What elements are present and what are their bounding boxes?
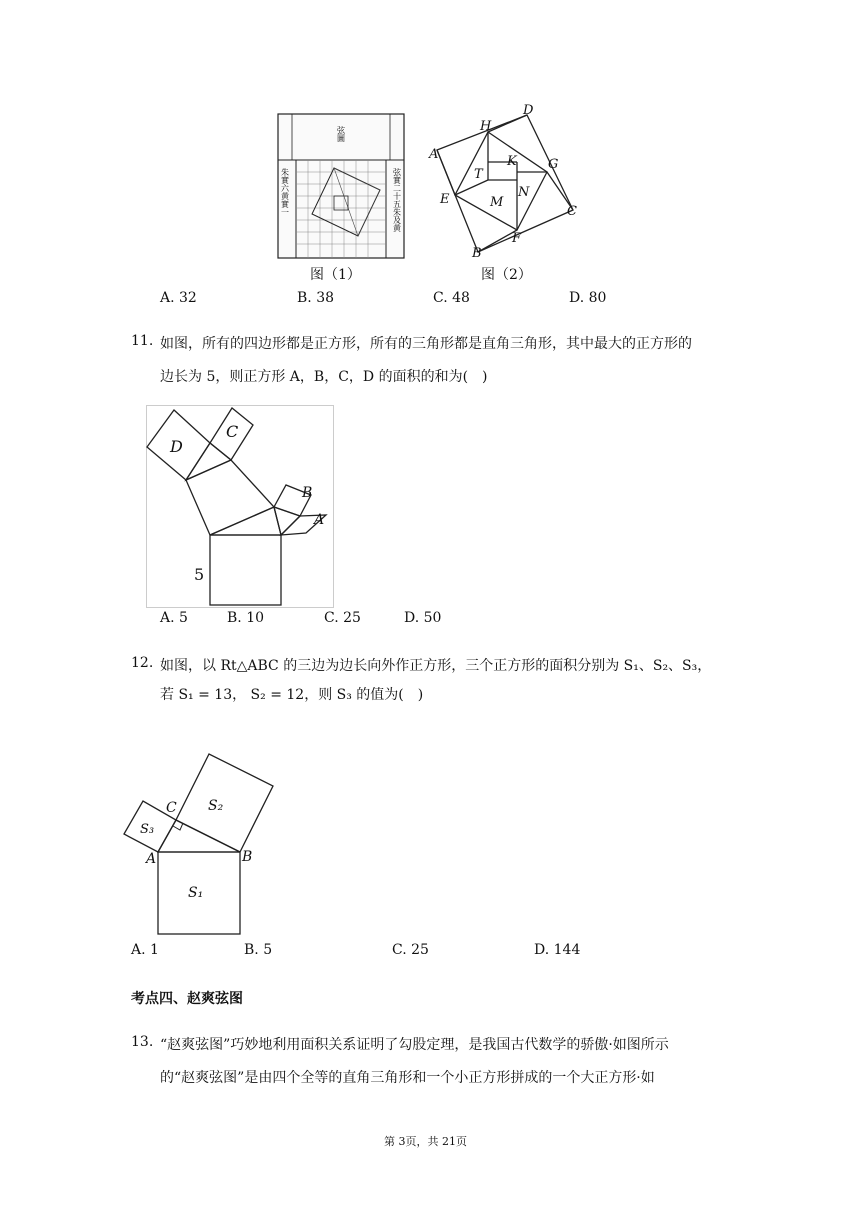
- area-S2-label: S₂: [208, 798, 224, 814]
- q12-right-triangle-squares-figure: [118, 752, 283, 940]
- q10-option-a[interactable]: A. 32: [160, 290, 197, 306]
- q11-option-c[interactable]: C. 25: [324, 610, 361, 626]
- area-S3-label: S₃: [140, 822, 155, 837]
- vertex-C-label: C: [166, 800, 177, 816]
- zhao-shuang-scroll-figure: [276, 112, 406, 260]
- q11-option-b[interactable]: B. 10: [227, 610, 265, 626]
- label-C: C: [567, 204, 577, 219]
- label-H: H: [480, 119, 492, 134]
- square-A-label: A: [314, 512, 325, 528]
- figure-1-caption: 图（1）: [310, 267, 361, 283]
- q10-option-d[interactable]: D. 80: [569, 290, 607, 306]
- scroll-right-text: 弦實二十五朱及黄: [392, 168, 402, 232]
- q11-pythagoras-tree-figure: [146, 405, 336, 610]
- string-diagram-figure: [420, 100, 590, 265]
- q12-text-line1: 如图，以 Rt△ABC 的三边为边长向外作正方形，三个正方形的面积分别为 S₁、S₂、S₃，: [160, 658, 712, 674]
- label-A: A: [429, 147, 439, 162]
- label-T: T: [474, 167, 483, 182]
- label-D: D: [523, 103, 534, 118]
- section-heading: 考点四、赵爽弦图: [131, 991, 243, 1007]
- area-S1-label: S₁: [188, 885, 204, 901]
- label-N: N: [518, 185, 530, 200]
- scroll-left-text: 朱實六黄實一: [280, 168, 290, 216]
- q13-text-line2: 的“赵爽弦图”是由四个全等的直角三角形和一个小正方形拼成的一个大正方形·如: [160, 1070, 655, 1086]
- figure-2-caption: 图（2）: [481, 267, 532, 283]
- q10-option-c[interactable]: C. 48: [433, 290, 470, 306]
- q10-option-b[interactable]: B. 38: [297, 290, 335, 306]
- side-length-label: 5: [194, 565, 205, 584]
- q13-number: 13.: [131, 1034, 154, 1050]
- label-G: G: [548, 157, 559, 172]
- vertex-A-label: A: [146, 851, 157, 867]
- q11-text-line1: 如图，所有的四边形都是正方形，所有的三角形都是直角三角形，其中最大的正方形的: [160, 336, 692, 352]
- label-F: F: [512, 231, 522, 246]
- q12-option-a[interactable]: A. 1: [131, 942, 159, 958]
- page-footer: 第 3页，共 21页: [384, 1135, 467, 1148]
- square-D-label: D: [170, 437, 183, 456]
- label-E: E: [440, 192, 450, 207]
- square-C-label: C: [226, 422, 239, 441]
- q13-text-line1: “赵爽弦图”巧妙地利用面积关系证明了勾股定理，是我国古代数学的骄傲·如图所示: [160, 1037, 669, 1053]
- label-M: M: [490, 195, 504, 210]
- scroll-title: 弦圖: [336, 126, 346, 142]
- q11-number: 11.: [131, 333, 154, 349]
- square-B-label: B: [302, 485, 313, 501]
- q11-option-d[interactable]: D. 50: [404, 610, 442, 626]
- q12-option-b[interactable]: B. 5: [244, 942, 273, 958]
- q11-text-line2: 边长为 5，则正方形 A，B，C，D 的面积的和为( ): [160, 369, 488, 385]
- q12-option-c[interactable]: C. 25: [392, 942, 429, 958]
- q12-text-line2: 若 S₁ = 13， S₂ = 12，则 S₃ 的值为( ): [160, 687, 424, 703]
- q12-number: 12.: [131, 655, 154, 671]
- q11-option-a[interactable]: A. 5: [160, 610, 188, 626]
- label-K: K: [507, 154, 517, 169]
- q12-option-d[interactable]: D. 144: [534, 942, 581, 958]
- label-B: B: [472, 246, 482, 261]
- vertex-B-label: B: [242, 849, 253, 865]
